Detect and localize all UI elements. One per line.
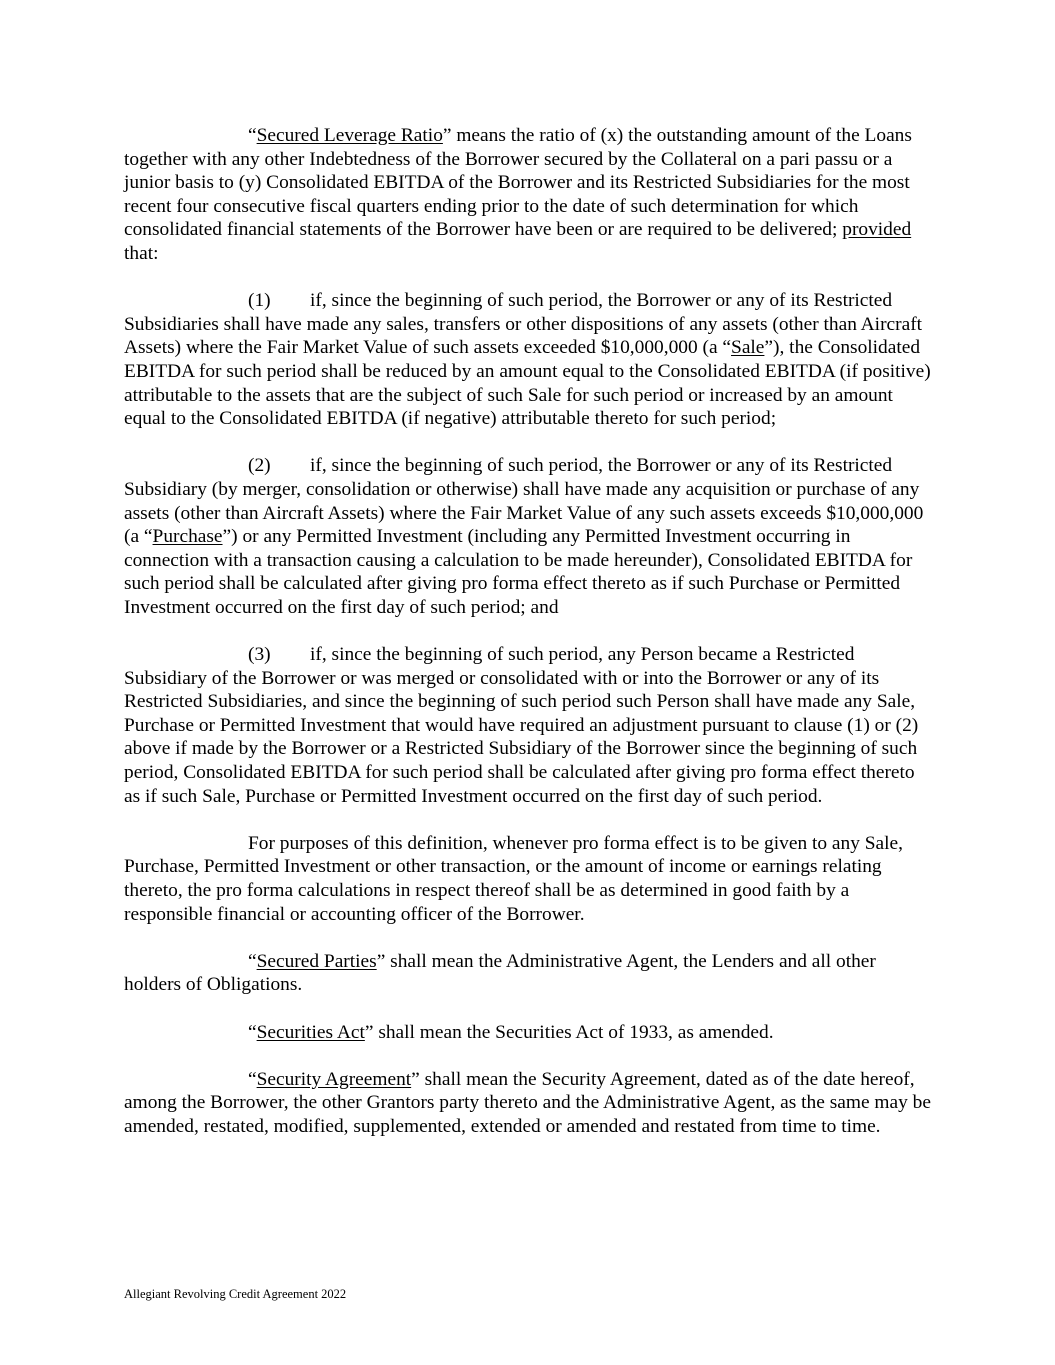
paragraph-text: For purposes of this definition, whenever pro forma effect is to be given to any Sale, Purchase, Permitted Investment or other transaction, or the amount of income or earnings relating thereto, the pro forma calculations in respect thereof shall be as determined in good faith by a responsible financial or accounting officer of the Borrower. [124,832,903,925]
clause-number: (3) [248,644,271,666]
clause-1 [124,289,932,431]
definition-securities-act [124,1021,932,1045]
open-quote: “ [248,1068,257,1090]
open-quote: “ [248,125,257,146]
definition-secured-leverage-ratio [124,124,932,266]
definition-secured-parties [124,950,932,997]
definition-body: ” shall mean the Administrative Agent, the Lenders and all other holders of Obligations. [124,950,876,996]
clause-body-cont: ”) or any Permitted Investment (including any Permitted Investment occurring in connection with a transaction causing a calculation to be made hereunder), Consolidated EBITDA for such period shall be calculated after giving pro forma effect thereto as if such Purchase or Permitted Investment occurred on the first day of such period; and [124,526,913,618]
clause-number: (1) [248,290,271,312]
clause-body: if, since the beginning of such period, the Borrower or any of its Restricted Subsidiaries shall have made any sales, transfers or other dispositions of any assets (other than Aircraft Assets) where the Fair Market Value of such assets exceeded $10,000,000 (a “ [124,290,923,359]
defined-term: Secured Leverage Ratio [256,125,443,146]
clause-2 [124,454,932,619]
defined-term: Secured Parties [256,950,377,972]
clause-number: (2) [248,455,271,477]
defined-term: Security Agreement [256,1068,412,1090]
open-quote: “ [248,1021,257,1043]
pro-forma-paragraph [124,832,932,926]
provided-term: provided [842,219,912,241]
page-footer: Allegiant Revolving Credit Agreement 2022 [124,1287,347,1301]
open-quote: “ [248,950,257,972]
clause-body: if, since the beginning of such period, the Borrower or any of its Restricted Subsidiary (by merger, consolidation or otherwise) shall have made any acquisition or purchase of any assets (other than Aircraft Assets) where the Fair Market Value of any such assets exceeds $10,000,000 (a “ [124,455,924,548]
definition-body: ” shall mean the Security Agreement, dated as of the date hereof, among the Borrower, the other Grantors party thereto and the Administrative Agent, as the same may be amended, restated, modified, supplemented, extended or amended and restated from time to time. [124,1068,931,1137]
defined-term: Purchase [152,526,223,548]
document-page [124,124,932,1162]
definition-tail: that: [124,242,159,264]
definition-body: ” shall mean the Securities Act of 1933, as amended. [364,1021,774,1043]
clause-body-cont: ”), the Consolidated EBITDA for such period shall be reduced by an amount equal to the Consolidated EBITDA (if positive) attributable to the assets that are the subject of such Sale for such period or increased by an amount equal to the Consolidated EBITDA (if negative) attributable thereto for such period; [124,337,931,430]
clause-3 [124,643,932,808]
definition-security-agreement [124,1068,932,1139]
defined-term: Sale [731,337,765,359]
definition-body: ” means the ratio of (x) the outstanding amount of the Loans together with any other Indebtedness of the Borrower secured by the Collateral on a pari passu or a junior basis to (y) Consolidated EBITDA of the Borrower and its Restricted Subsidiaries for the most recent four consecutive fiscal quarters ending prior to the date of such determination for which consolidated financial statements of the Borrower have been or are required to be delivered; [124,125,912,241]
clause-body: if, since the beginning of such period, any Person became a Restricted Subsidiary of the Borrower or was merged or consolidated with or into the Borrower or any of its Restricted Subsidiaries, and since the beginning of such period such Person shall have made any Sale, Purchase or Permitted Investment that would have required an adjustment pursuant to clause (1) or (2) above if made by the Borrower or a Restricted Subsidiary of the Borrower since the beginning of such period, Consolidated EBITDA for such period shall be calculated after giving pro forma effect thereto as if such Sale, Purchase or Permitted Investment occurred on the first day of such period. [124,644,919,807]
defined-term: Securities Act [256,1021,365,1043]
